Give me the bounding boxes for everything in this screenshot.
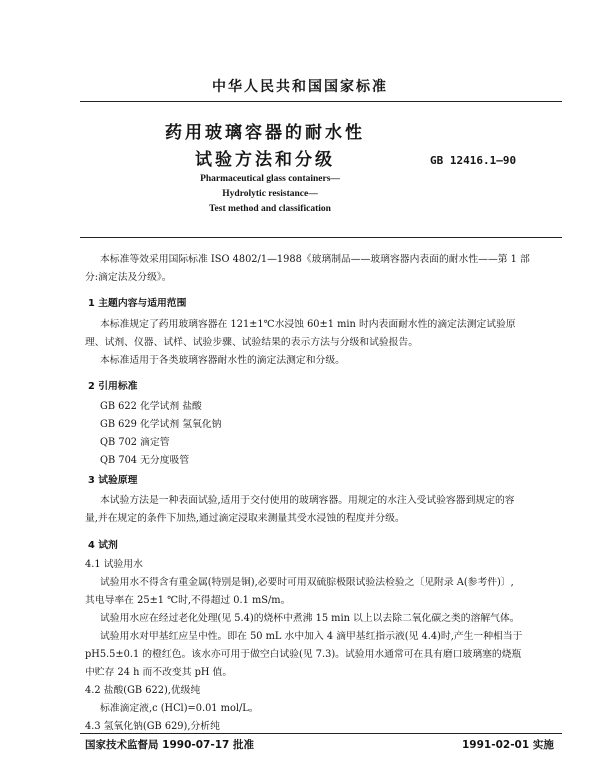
section-4-heading: 4 试剂 (88, 540, 118, 551)
reference-item: GB 629 化学试剂 氢氧化钠 (100, 419, 222, 430)
english-title-1: Pharmaceutical glass containers— (200, 174, 340, 184)
section-1-heading: 1 主题内容与适用范围 (88, 298, 187, 309)
section-3-heading: 3 试验原理 (88, 475, 138, 486)
paragraph-line: 试验用水应在经过老化处理(见 5.4)的烧杯中煮沸 15 min 以上以去除二氧化碳之类的溶解气体。 (100, 613, 520, 624)
title-rule (80, 237, 562, 238)
paragraph-line: 中贮存 24 h 而不改变其 pH 值。 (85, 667, 233, 678)
section-2-heading: 2 引用标准 (88, 381, 138, 392)
paragraph-line: 量,并在规定的条件下加热,通过滴定浸取来测量其受水浸蚀的程度并分级。 (85, 513, 405, 524)
title-line-2: 试验方法和分级 (195, 150, 335, 170)
paragraph-line: 其电导率在 25±1 ℃时,不得超过 0.1 mS/m。 (85, 595, 291, 606)
header-rule (80, 101, 562, 102)
reference-item: QB 702 滴定管 (100, 437, 170, 448)
paragraph-line: 试验用水不得含有重金属(特别是铜),必要时可用双硫腙极限试验法检验之〔见附录 A(参考件)〕, (100, 577, 514, 588)
paragraph-line: pH5.5±0.1 的橙红色。该水亦可用于做空白试验(见 7.3)。试验用水通常可在具有磨口玻璃塞的烧瓶 (85, 649, 522, 660)
intro-line: 分:滴定法及分级》。 (85, 272, 172, 283)
footer-rule (80, 733, 562, 734)
paragraph-line: 理、试剂、仪器、试样、试验步骤、试验结果的表示方法与分级和试验报告。 (85, 337, 419, 348)
subsection-4-3-heading: 4.3 氢氧化钠(GB 629),分析纯 (85, 721, 220, 732)
intro-line: 本标准等效采用国际标准 ISO 4802/1—1988《玻璃制品——玻璃容器内表面的耐水性——第 1 部 (100, 254, 530, 265)
standard-code: GB 12416.1—90 (430, 154, 517, 167)
document-header: 中华人民共和国国家标准 (212, 79, 388, 95)
reference-item: QB 704 无分度吸管 (100, 455, 190, 466)
title-line-1: 药用玻璃容器的耐水性 (165, 123, 365, 143)
approval-date: 国家技术监督局 1990-07-17 批准 (85, 739, 254, 751)
subsection-4-2-heading: 4.2 盐酸(GB 622),优级纯 (85, 685, 201, 696)
english-title-2: Hydrolytic resistance— (222, 189, 318, 199)
paragraph-line: 本标准规定了药用玻璃容器在 121±1℃水浸蚀 60±1 min 时内表面耐水性的滴定法测定试验原 (100, 319, 516, 330)
subsection-4-1-heading: 4.1 试验用水 (85, 559, 143, 570)
paragraph-line: 试验用水对甲基红应呈中性。即在 50 mL 水中加入 4 滴甲基红指示液(见 4.4)时,产生一种相当于 (100, 631, 523, 642)
paragraph-line: 本标准适用于各类玻璃容器耐水性的滴定法测定和分级。 (100, 355, 345, 366)
paragraph-line: 本试验方法是一种表面试验,适用于交付使用的玻璃容器。用规定的水注入受试验容器到规定的容 (100, 495, 515, 506)
english-title-3: Test method and classification (209, 204, 331, 214)
effective-date: 1991-02-01 实施 (462, 739, 554, 751)
reference-item: GB 622 化学试剂 盐酸 (100, 401, 202, 412)
paragraph-line: 标准滴定液,c (HCl)=0.01 mol/L。 (100, 703, 259, 714)
